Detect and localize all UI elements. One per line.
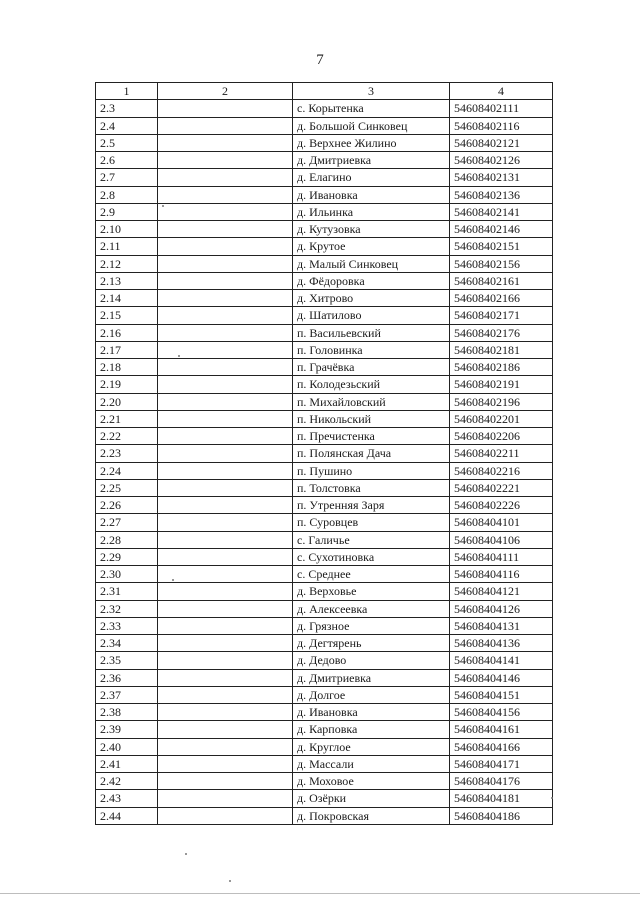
oktmo-code-cell: 54608404116 [450,566,553,583]
settlement-name-cell: п. Васильевский [293,324,450,341]
table-row [96,755,553,772]
row-number-cell: 2.16 [96,324,158,341]
table-row [96,479,553,496]
oktmo-code-cell: 54608402111 [450,100,553,117]
blank-cell [158,428,293,445]
settlement-name-cell: п. Суровцев [293,514,450,531]
blank-cell [158,514,293,531]
settlement-name-cell: д. Дегтярень [293,635,450,652]
blank-cell [158,134,293,151]
settlement-name-cell: д. Круглое [293,738,450,755]
blank-cell [158,566,293,583]
column-header-1: 1 [96,83,158,100]
table-row [96,341,553,358]
oktmo-code-cell: 54608404126 [450,600,553,617]
table-row [96,117,553,134]
row-number-cell: 2.22 [96,428,158,445]
table-row [96,635,553,652]
row-number-cell: 2.6 [96,152,158,169]
table-row [96,669,553,686]
oktmo-code-cell: 54608402116 [450,117,553,134]
row-number-cell: 2.4 [96,117,158,134]
blank-cell [158,255,293,272]
blank-cell [158,617,293,634]
table-row [96,134,553,151]
blank-cell [158,773,293,790]
blank-cell [158,238,293,255]
settlement-name-cell: д. Дедово [293,652,450,669]
blank-cell [158,755,293,772]
row-number-cell: 2.25 [96,479,158,496]
oktmo-code-cell: 54608402201 [450,410,553,427]
table-row [96,359,553,376]
row-number-cell: 2.44 [96,807,158,824]
row-number-cell: 2.11 [96,238,158,255]
blank-cell [158,203,293,220]
scan-speck [172,579,174,581]
settlement-name-cell: п. Пречистенка [293,428,450,445]
table-row [96,376,553,393]
table-row [96,238,553,255]
row-number-cell: 2.10 [96,221,158,238]
row-number-cell: 2.36 [96,669,158,686]
settlement-name-cell: д. Верховье [293,583,450,600]
blank-cell [158,721,293,738]
row-number-cell: 2.31 [96,583,158,600]
oktmo-code-cell: 54608404101 [450,514,553,531]
row-number-cell: 2.8 [96,186,158,203]
row-number-cell: 2.41 [96,755,158,772]
column-header-4: 4 [450,83,553,100]
table-row [96,393,553,410]
table-row [96,617,553,634]
oktmo-code-cell: 54608402176 [450,324,553,341]
blank-cell [158,410,293,427]
table-row [96,307,553,324]
settlement-name-cell: с. Корытенка [293,100,450,117]
row-number-cell: 2.26 [96,497,158,514]
row-number-cell: 2.40 [96,738,158,755]
blank-cell [158,497,293,514]
row-number-cell: 2.17 [96,341,158,358]
blank-cell [158,600,293,617]
settlement-name-cell: с. Среднее [293,566,450,583]
row-number-cell: 2.5 [96,134,158,151]
table-header-row [96,83,553,100]
blank-cell [158,548,293,565]
row-number-cell: 2.37 [96,686,158,703]
blank-cell [158,807,293,824]
row-number-cell: 2.43 [96,790,158,807]
table-row [96,566,553,583]
settlement-name-cell: п. Никольский [293,410,450,427]
table-row [96,704,553,721]
table-row [96,514,553,531]
table-row [96,410,553,427]
oktmo-code-cell: 54608402146 [450,221,553,238]
table-row [96,445,553,462]
row-number-cell: 2.21 [96,410,158,427]
scan-speck [178,355,180,357]
settlement-name-cell: д. Ильинка [293,203,450,220]
oktmo-code-cell: 54608402206 [450,428,553,445]
table-row [96,497,553,514]
oktmo-code-cell: 54608402226 [450,497,553,514]
table-row [96,548,553,565]
table-row [96,462,553,479]
oktmo-code-cell: 54608404171 [450,755,553,772]
table-row [96,531,553,548]
oktmo-code-cell: 54608402161 [450,272,553,289]
oktmo-code-cell: 54608404156 [450,704,553,721]
oktmo-code-cell: 54608402196 [450,393,553,410]
table-row [96,790,553,807]
settlement-name-cell: д. Озёрки [293,790,450,807]
table-row [96,652,553,669]
column-header-3: 3 [293,83,450,100]
blank-cell [158,479,293,496]
settlement-name-cell: д. Фёдоровка [293,272,450,289]
oktmo-code-cell: 54608402181 [450,341,553,358]
oktmo-code-cell: 54608404131 [450,617,553,634]
blank-cell [158,669,293,686]
oktmo-code-cell: 54608404146 [450,669,553,686]
row-number-cell: 2.32 [96,600,158,617]
blank-cell [158,186,293,203]
oktmo-code-cell: 54608402221 [450,479,553,496]
settlement-name-cell: д. Карповка [293,721,450,738]
settlement-name-cell: п. Грачёвка [293,359,450,376]
row-number-cell: 2.29 [96,548,158,565]
settlement-name-cell: п. Пушино [293,462,450,479]
settlement-name-cell: п. Михайловский [293,393,450,410]
blank-cell [158,704,293,721]
settlement-name-cell: д. Массали [293,755,450,772]
table-row [96,203,553,220]
oktmo-code-cell: 54608402171 [450,307,553,324]
table-row [96,221,553,238]
settlement-name-cell: д. Дмитриевка [293,152,450,169]
blank-cell [158,738,293,755]
settlement-name-cell: д. Грязное [293,617,450,634]
blank-cell [158,117,293,134]
blank-cell [158,324,293,341]
row-number-cell: 2.30 [96,566,158,583]
row-number-cell: 2.39 [96,721,158,738]
oktmo-code-cell: 54608402166 [450,290,553,307]
page-number: 7 [316,52,324,68]
table-row [96,255,553,272]
settlement-name-cell: д. Елагино [293,169,450,186]
settlement-name-cell: д. Шатилово [293,307,450,324]
settlement-name-cell: с. Сухотиновка [293,548,450,565]
settlement-name-cell: д. Дмитриевка [293,669,450,686]
blank-cell [158,307,293,324]
blank-cell [158,583,293,600]
oktmo-code-cell: 54608402136 [450,186,553,203]
oktmo-code-cell: 54608404186 [450,807,553,824]
row-number-cell: 2.13 [96,272,158,289]
oktmo-code-cell: 54608404111 [450,548,553,565]
settlement-name-cell: д. Кутузовка [293,221,450,238]
row-number-cell: 2.9 [96,203,158,220]
settlement-name-cell: д. Ивановка [293,186,450,203]
blank-cell [158,686,293,703]
oktmo-code-cell: 54608402156 [450,255,553,272]
settlement-name-cell: д. Покровская [293,807,450,824]
row-number-cell: 2.34 [96,635,158,652]
table-row [96,272,553,289]
oktmo-code-cell: 54608404176 [450,773,553,790]
oktmo-code-cell: 54608402151 [450,238,553,255]
oktmo-code-cell: 54608402121 [450,134,553,151]
blank-cell [158,272,293,289]
oktmo-code-cell: 54608402216 [450,462,553,479]
settlement-name-cell: п. Утренняя Заря [293,497,450,514]
blank-cell [158,445,293,462]
blank-cell [158,359,293,376]
column-header-2: 2 [158,83,293,100]
row-number-cell: 2.42 [96,773,158,790]
table-row [96,169,553,186]
oktmo-code-cell: 54608402126 [450,152,553,169]
settlement-name-cell: п. Полянская Дача [293,445,450,462]
scan-speck [551,797,553,799]
oktmo-code-cell: 54608404181 [450,790,553,807]
table-row [96,100,553,117]
blank-cell [158,169,293,186]
table-body [96,100,553,825]
row-number-cell: 2.38 [96,704,158,721]
oktmo-code-cell: 54608404136 [450,635,553,652]
settlement-name-cell: д. Большой Синковец [293,117,450,134]
oktmo-code-cell: 54608402186 [450,359,553,376]
oktmo-code-cell: 54608402141 [450,203,553,220]
blank-cell [158,393,293,410]
scan-speck [185,853,187,855]
settlement-name-cell: д. Верхнее Жилино [293,134,450,151]
row-number-cell: 2.23 [96,445,158,462]
settlement-name-cell: п. Головинка [293,341,450,358]
oktmo-code-cell: 54608404106 [450,531,553,548]
settlement-name-cell: д. Ивановка [293,704,450,721]
row-number-cell: 2.12 [96,255,158,272]
settlement-name-cell: д. Крутое [293,238,450,255]
table-row [96,807,553,824]
row-number-cell: 2.27 [96,514,158,531]
oktmo-code-cell: 54608404161 [450,721,553,738]
scan-speck [229,880,231,882]
settlement-name-cell: п. Толстовка [293,479,450,496]
settlement-name-cell: д. Моховое [293,773,450,790]
blank-cell [158,152,293,169]
oktmo-code-cell: 54608402211 [450,445,553,462]
row-number-cell: 2.7 [96,169,158,186]
table-row [96,152,553,169]
settlement-name-cell: д. Малый Синковец [293,255,450,272]
table-row [96,428,553,445]
blank-cell [158,290,293,307]
scan-speck [162,205,164,207]
row-number-cell: 2.35 [96,652,158,669]
settlement-name-cell: д. Алексеевка [293,600,450,617]
blank-cell [158,462,293,479]
row-number-cell: 2.28 [96,531,158,548]
oktmo-code-cell: 54608402191 [450,376,553,393]
table-row [96,738,553,755]
row-number-cell: 2.14 [96,290,158,307]
settlement-name-cell: д. Хитрово [293,290,450,307]
row-number-cell: 2.33 [96,617,158,634]
oktmo-code-cell: 54608404166 [450,738,553,755]
row-number-cell: 2.18 [96,359,158,376]
settlement-name-cell: п. Колодезьский [293,376,450,393]
oktmo-code-cell: 54608402131 [450,169,553,186]
row-number-cell: 2.15 [96,307,158,324]
table-row [96,290,553,307]
oktmo-code-cell: 54608404141 [450,652,553,669]
table-row [96,186,553,203]
row-number-cell: 2.3 [96,100,158,117]
row-number-cell: 2.24 [96,462,158,479]
table-row [96,324,553,341]
table-row [96,583,553,600]
row-number-cell: 2.20 [96,393,158,410]
table-row [96,773,553,790]
oktmo-code-cell: 54608404151 [450,686,553,703]
settlement-name-cell: с. Галичье [293,531,450,548]
table-row [96,686,553,703]
settlement-name-cell: д. Долгое [293,686,450,703]
table-row [96,600,553,617]
scan-edge-line [0,893,640,894]
oktmo-code-cell: 54608404121 [450,583,553,600]
blank-cell [158,635,293,652]
settlements-table [95,82,553,825]
blank-cell [158,531,293,548]
blank-cell [158,221,293,238]
blank-cell [158,652,293,669]
blank-cell [158,790,293,807]
blank-cell [158,376,293,393]
table-row [96,721,553,738]
row-number-cell: 2.19 [96,376,158,393]
blank-cell [158,100,293,117]
